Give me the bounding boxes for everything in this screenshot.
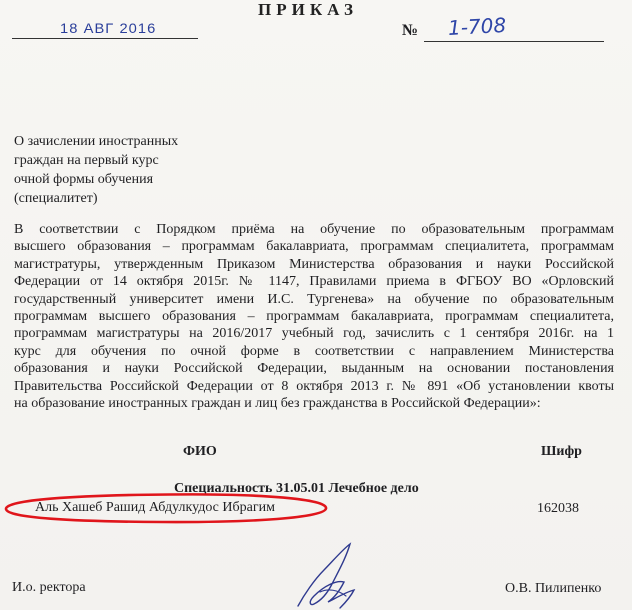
body-line: В соответствии с Порядком приёма на обучение по образовательным программам — [14, 222, 614, 237]
body-line: программам магистратуры на 2016/2017 учебный год, зачислить с 1 сентября 2016г. на 1 — [14, 326, 614, 342]
subject-line: граждан на первый курс — [14, 153, 159, 168]
body-line: государственный университет имени И.С. Тургенева» на обучение по образовательным — [14, 291, 614, 307]
body-line: на образование иностранных граждан и лиц без гражданства в Российской Федерации»: — [14, 395, 541, 411]
body-line: магистратуры, утвержденным Приказом Министерства образования и науки Российской — [14, 256, 614, 272]
date-stamp: 18 АВГ 2016 — [60, 20, 157, 36]
number-sign: № — [402, 22, 419, 39]
body-line: курс для обучения по очной форме в соответствии с направлением Министерства — [14, 343, 614, 359]
order-body — [14, 221, 614, 412]
number-underline — [424, 41, 604, 42]
signature — [284, 540, 374, 610]
signer-name: О.В. Пилипенко — [505, 581, 602, 596]
body-line: высшего образования – программам бакалавриата, программам специалитета, программам — [14, 239, 614, 255]
signer-role: И.о. ректора — [12, 580, 86, 595]
subject-line: (специалитет) — [14, 191, 98, 206]
order-number: 1-708 — [447, 12, 507, 40]
student-name: Аль Хашеб Рашид Абдулкудос Ибрагим — [35, 500, 275, 515]
body-line: Федерации от 14 октября 2015г. № 1147, Правилами приема в ФГБОУ ВО «Орловский — [14, 274, 614, 290]
body-line: программам высшего образования – программам бакалавриата, программам специалитета, — [14, 308, 614, 324]
date-underline — [12, 38, 198, 39]
body-line: Правительства Российской Федерации от 8 октября 2013 г. № 891 «Об установлении квоты — [14, 378, 614, 394]
subject-line: О зачислении иностранных — [14, 134, 179, 149]
body-line: образования и науки Российской Федерации, выданным на основании постановления — [14, 361, 614, 377]
document-title: ПРИКАЗ — [258, 0, 358, 19]
student-code: 162038 — [537, 501, 579, 516]
column-header-code: Шифр — [541, 444, 582, 459]
specialty-heading: Специальность 31.05.01 Лечебное дело — [174, 481, 419, 496]
order-subject — [14, 132, 244, 208]
column-header-name: ФИО — [183, 444, 217, 459]
subject-line: очной формы обучения — [14, 172, 154, 187]
